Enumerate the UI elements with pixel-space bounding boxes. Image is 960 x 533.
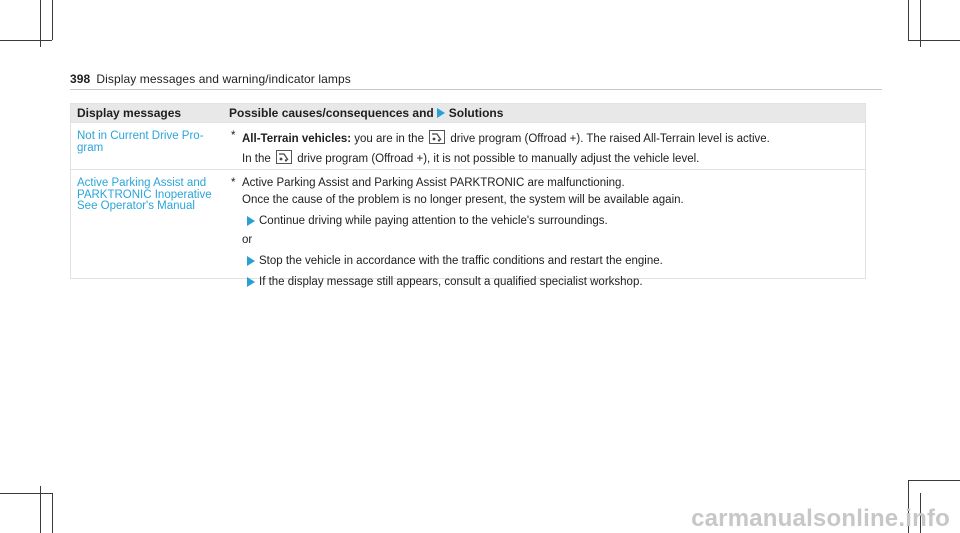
watermark: carmanualsonline.info — [691, 505, 950, 532]
display-message — [71, 170, 219, 278]
footnote-asterisk: * — [231, 177, 236, 189]
crop-mark — [908, 40, 960, 41]
cause-text: you are in the — [354, 133, 424, 145]
messages-table — [70, 103, 866, 288]
message-line: PARKTRONIC Inoperative — [77, 188, 212, 201]
display-message — [71, 123, 219, 169]
cause-text: drive program (Offroad +). The raised All-Terrain level is active. — [450, 133, 770, 145]
column-header-causes-solutions — [219, 104, 865, 122]
column-header-display-messages: Display messages — [77, 106, 182, 120]
solution-step — [231, 255, 865, 268]
table-row — [71, 122, 865, 169]
step-text: If the display message still appears, consult a qualified specialist workshop. — [259, 276, 643, 288]
footnote-asterisk: * — [231, 130, 236, 142]
table-row — [71, 169, 865, 288]
column-header-suffix: Solutions — [448, 106, 504, 120]
table-header-row — [71, 104, 865, 122]
solution-step — [231, 276, 865, 289]
page-number: 398 — [70, 72, 91, 86]
crop-mark — [52, 0, 53, 40]
solution-step — [231, 215, 865, 228]
message-line: Active Parking Assist and — [77, 177, 207, 189]
page-header — [70, 72, 351, 86]
row-description — [219, 123, 865, 169]
crop-mark — [52, 493, 53, 533]
consequence-text: drive program (Offroad +), it is not possible to manually adjust the vehicle level. — [297, 153, 700, 165]
step-text: Continue driving while paying attention to the vehicle's surroundings. — [259, 215, 608, 227]
message-line: See Operator's Manual — [77, 200, 195, 212]
or-separator: or — [242, 234, 253, 246]
crop-mark — [908, 480, 960, 481]
play-arrow-icon — [247, 277, 255, 287]
message-line: Not in Current Drive Pro- — [77, 130, 204, 142]
column-header-prefix: Possible causes/consequences and — [229, 106, 434, 120]
crop-mark — [40, 486, 41, 533]
cause-text: Active Parking Assist and Parking Assist PARKTRONIC are malfunctioning. — [242, 177, 625, 189]
step-text: Stop the vehicle in accordance with the traffic conditions and restart the engine. — [259, 255, 663, 267]
play-arrow-icon — [247, 256, 255, 266]
bold-lead: All-Terrain vehicles: — [242, 133, 352, 145]
consequence-line: Once the cause of the problem is no longer present, the system will be available again. — [242, 194, 684, 206]
offroad-drive-icon — [429, 130, 445, 144]
header-divider — [70, 89, 882, 90]
cause-line — [231, 177, 865, 190]
crop-mark — [0, 40, 52, 41]
consequence-text: In the — [242, 153, 271, 165]
consequence-line — [231, 150, 865, 166]
offroad-drive-icon — [276, 150, 292, 164]
play-arrow-icon — [437, 108, 445, 118]
crop-mark — [0, 493, 52, 494]
crop-mark — [908, 0, 909, 40]
message-line: gram — [77, 141, 104, 154]
crop-mark — [920, 0, 921, 47]
play-arrow-icon — [247, 216, 255, 226]
cause-line — [231, 130, 865, 146]
page-title: Display messages and warning/indicator lamps — [96, 72, 351, 86]
row-description — [219, 170, 865, 288]
